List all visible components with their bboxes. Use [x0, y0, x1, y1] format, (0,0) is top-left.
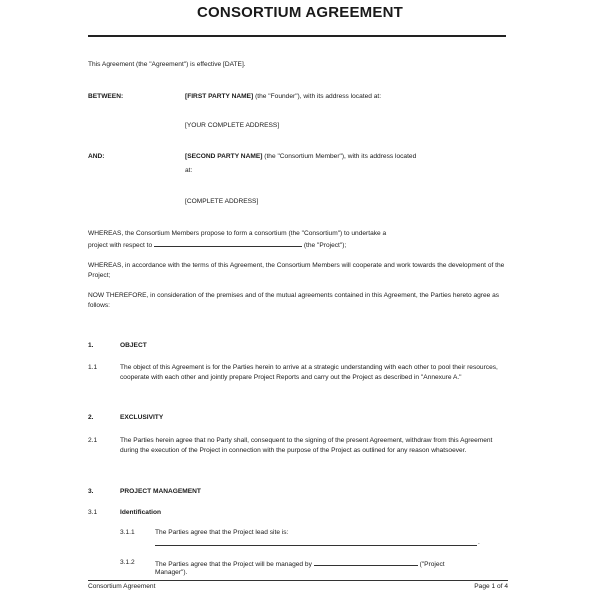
clause-2-1-number: 2.1: [88, 437, 98, 444]
item-3-1-1-text: The Parties agree that the Project lead site is:: [155, 529, 289, 536]
document-title: CONSORTIUM AGREEMENT: [197, 4, 403, 21]
item-3-1-2-pre: The Parties agree that the Project will be managed by: [155, 561, 312, 568]
second-party-description-cont: at:: [185, 167, 193, 174]
section-2-heading: EXCLUSIVITY: [120, 414, 164, 421]
clause-1-1-number: 1.1: [88, 364, 98, 371]
whereas-1-line-1: WHEREAS, the Consortium Members propose to form a consortium (the "Consortium") to undertake a: [88, 230, 387, 237]
clause-2-1-text: The Parties herein agree that no Party shall, consequent to the signing of the present Agreement, withdraw from this Agreement during the execution of the Project in connection with the purpose of the Project as outlined for any reason whatsoever.: [120, 437, 493, 454]
footer-rule: [88, 580, 508, 581]
title-rule: [88, 35, 506, 37]
second-party-name: [SECOND PARTY NAME]: [185, 153, 263, 160]
second-party-description: (the "Consortium Member"), with its address located: [262, 153, 417, 160]
first-party-description: (the "Founder"), with its address located at:: [253, 93, 382, 100]
item-3-1-2-line-1: [155, 558, 445, 571]
now-therefore: NOW THEREFORE, in consideration of the premises and of the mutual agreements contained in this Agreement, the Parties hereto agree as follows:: [88, 292, 500, 309]
subsection-3-1-number: 3.1: [88, 509, 98, 516]
project-blank-line: [154, 239, 302, 247]
first-party-address: [YOUR COMPLETE ADDRESS]: [185, 122, 280, 129]
project-manager-blank-line: [314, 558, 418, 566]
and-label: AND:: [88, 153, 105, 160]
between-label: BETWEEN:: [88, 93, 124, 100]
whereas-2: WHEREAS, in accordance with the terms of this Agreement, the Consortium Members will cooperate and work towards the development of the Project;: [88, 262, 505, 279]
second-party-address: [COMPLETE ADDRESS]: [185, 198, 259, 205]
section-3-heading: PROJECT MANAGEMENT: [120, 488, 201, 495]
first-party-line: [185, 92, 381, 103]
section-1-number: 1.: [88, 342, 94, 349]
clause-1-1-text: The object of this Agreement is for the Parties herein to arrive at a strategic understanding with each other to pool their resources, cooperate with each other and jointly prepare Project Reports and carry out the Project as described in "Annexure A.": [120, 364, 498, 381]
whereas-1-pre: project with respect to: [88, 242, 153, 249]
item-3-1-1-number: 3.1.1: [120, 529, 135, 536]
item-3-1-2-line-2: Manager").: [155, 569, 188, 576]
section-1-heading: OBJECT: [120, 342, 147, 349]
footer-page-number: Page 1 of 4: [474, 583, 508, 590]
first-party-name: [FIRST PARTY NAME]: [185, 93, 254, 100]
lead-site-period: .: [478, 539, 480, 546]
whereas-1-line-2: [88, 239, 346, 252]
item-3-1-2-post: ("Project: [419, 561, 445, 568]
second-party-line: [185, 152, 416, 163]
intro-text: This Agreement (the "Agreement") is effective [DATE].: [88, 61, 246, 68]
subsection-3-1-heading: Identification: [120, 509, 162, 516]
footer-left: Consortium Agreement: [88, 583, 156, 590]
lead-site-blank-line: [155, 545, 477, 546]
item-3-1-2-number: 3.1.2: [120, 559, 135, 566]
section-3-number: 3.: [88, 488, 94, 495]
section-2-number: 2.: [88, 414, 94, 421]
whereas-1-post: (the "Project");: [303, 242, 347, 249]
